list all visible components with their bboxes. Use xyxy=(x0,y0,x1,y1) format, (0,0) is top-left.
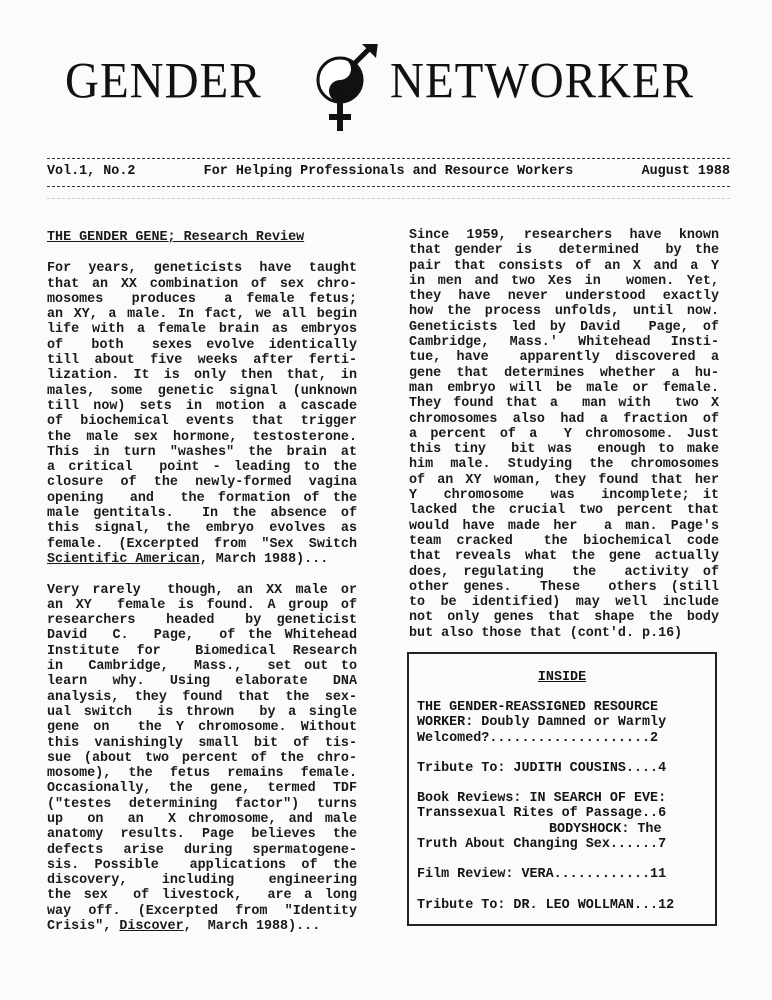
issue-tagline: For Helping Professionals and Resource Workers xyxy=(203,164,574,179)
text-line: learn why. Using elaborate DNA xyxy=(47,674,357,690)
toc-line: Film Review: VERA............11 xyxy=(417,867,667,883)
text-line: For years, geneticists have taught xyxy=(47,261,357,277)
source-prefix: Crisis", xyxy=(47,919,120,935)
article-source-2 xyxy=(47,919,357,934)
text-line: to be identified) may well include xyxy=(409,595,719,611)
article-source-1 xyxy=(47,552,357,567)
text-line: Y chromosome was incomplete; it xyxy=(409,488,719,504)
text-line: mosome), the fetus remains female. xyxy=(47,766,357,782)
text-line: researchers headed by geneticist xyxy=(47,613,357,629)
text-line: This in turn "washes" the brain at xyxy=(47,444,357,460)
text-line: till now) sets in motion a cascade xyxy=(47,398,357,414)
source-publication: Scientific American xyxy=(47,551,200,567)
text-line: a percent of a Y chromosome. Just xyxy=(409,426,719,442)
text-line: males, some genetic signal (unknown xyxy=(47,383,357,399)
left-column xyxy=(47,230,357,934)
toc-line: Welcomed?....................2 xyxy=(417,730,659,746)
text-line: this tiny bit was enough to make xyxy=(409,442,719,458)
toc-line: THE GENDER-REASSIGNED RESOURCE xyxy=(417,700,659,715)
issue-line xyxy=(47,164,730,179)
text-line: sis. Possible applications of the xyxy=(47,857,357,873)
text-line: gene that determines whether a hu- xyxy=(409,365,719,381)
text-line: sue (about two percent of the chro- xyxy=(47,750,357,766)
text-line: Cambridge, Mass.' Whitehead Insti- xyxy=(409,335,719,351)
text-line: that an XX combination of sex chro- xyxy=(47,276,357,292)
article-paragraph-1 xyxy=(47,261,357,552)
text-line: in men and two Xes in women. Yet, xyxy=(409,273,719,289)
text-line: not only genes that shape the body xyxy=(409,610,719,626)
text-line: a critical point - leading to the xyxy=(47,460,357,476)
text-line: how the process unfolds, until now. xyxy=(409,304,719,320)
text-line: lacked the crucial two percent that xyxy=(409,503,719,519)
text-line: they have never understood exactly xyxy=(409,289,719,305)
text-line: chromosomes also had a fraction of xyxy=(409,411,719,427)
text-line: him male. Studying the chromosomes xyxy=(409,457,719,473)
text-line: lization. It is only then that, in xyxy=(47,368,357,384)
article-heading: THE GENDER GENE; Research Review xyxy=(47,230,305,245)
text-line: but also those that (cont'd. p.16) xyxy=(409,625,683,641)
toc-line: BODYSHOCK: The xyxy=(549,821,662,837)
toc-line: Transsexual Rites of Passage..6 xyxy=(417,806,667,822)
text-line: gene on the Y chromosome. Without xyxy=(47,720,357,736)
issue-volume: Vol.1, No.2 xyxy=(47,164,136,179)
text-line: discovery, including engineering xyxy=(47,873,357,889)
divider-bottom xyxy=(47,186,730,187)
toc-line: Tribute To: DR. LEO WOLLMAN...12 xyxy=(417,897,675,913)
text-line: other genes. These others (still xyxy=(409,579,719,595)
text-line: male gentitals. In the absence of xyxy=(47,506,357,522)
text-line: anatomy results. Page believes the xyxy=(47,827,357,843)
toc-entry[interactable] xyxy=(417,791,707,852)
masthead-title-right: NETWORKER xyxy=(390,53,695,110)
text-line: ("testes determining factor") turns xyxy=(47,796,357,812)
text-line: an XY, a male. In fact, we all begin xyxy=(47,307,357,323)
text-line: an XY female is found. A group of xyxy=(47,597,357,613)
right-column xyxy=(409,228,719,641)
text-line: pair that consists of an X and a Y xyxy=(409,258,719,274)
text-line: till about five weeks after ferti- xyxy=(47,353,357,369)
text-line: ual switch is thrown by a single xyxy=(47,704,357,720)
text-line: life with a female brain as embryos xyxy=(47,322,357,338)
text-line: Geneticists led by David Page, of xyxy=(409,319,719,335)
article-paragraph-3 xyxy=(409,228,719,641)
source-rest: , March 1988)... xyxy=(183,919,321,935)
text-line: in Cambridge, Mass., set out to xyxy=(47,659,357,675)
text-line: up on an X chromosome, and male xyxy=(47,811,357,827)
toc-entry[interactable] xyxy=(417,867,707,882)
text-line: David C. Page, of the Whitehead xyxy=(47,628,357,644)
toc-line: WORKER: Doubly Damned or Warmly xyxy=(417,715,667,731)
toc-entry[interactable] xyxy=(417,898,707,913)
text-line: this vanishingly small bit of tis- xyxy=(47,735,357,751)
text-line: Very rarely though, an XX male or xyxy=(47,582,357,598)
divider-faint xyxy=(47,198,730,199)
text-line: Since 1959, researchers have known xyxy=(409,228,719,243)
text-line: of an XY woman, they found that her xyxy=(409,472,719,488)
inside-contents-box xyxy=(407,652,717,926)
masthead-title-left: GENDER xyxy=(65,53,262,110)
source-publication: Discover xyxy=(119,919,184,935)
text-line: the sex of livestock, are a long xyxy=(47,888,357,904)
text-line: Occasionally, the gene, termed TDF xyxy=(47,781,357,797)
issue-date: August 1988 xyxy=(641,164,730,179)
text-line: that gender is determined by the xyxy=(409,243,719,259)
toc-line: Book Reviews: IN SEARCH OF EVE: xyxy=(417,791,667,807)
text-line: tue, have apparently discovered a xyxy=(409,350,719,366)
text-line: They found that a man with two X xyxy=(409,396,719,412)
yin-yang-gender-symbol-icon xyxy=(310,44,380,144)
text-line: does, regulating the activity of xyxy=(409,564,719,580)
text-line: way off. (Excerpted from "Identity xyxy=(47,903,357,919)
toc-entry[interactable] xyxy=(417,761,707,776)
text-line: closure of the newly-formed vagina xyxy=(47,475,357,491)
text-line: would have made her a man. Page's xyxy=(409,518,719,534)
source-rest: , March 1988)... xyxy=(199,551,329,567)
text-line: opening and the formation of the xyxy=(47,490,357,506)
text-line: defects arise during spermatogene- xyxy=(47,842,357,858)
text-line: team cracked the biochemical code xyxy=(409,533,719,549)
article-paragraph-2 xyxy=(47,583,357,920)
text-line: that reveals what the gene actually xyxy=(409,549,719,565)
text-line: analysis, they found that the sex- xyxy=(47,689,357,705)
divider-top xyxy=(47,158,730,159)
table-of-contents xyxy=(417,700,707,928)
text-line: this signal, the embryo evolves as xyxy=(47,521,357,537)
text-line: man embryo will be male or female. xyxy=(409,380,719,396)
masthead xyxy=(0,52,772,152)
toc-line: Truth About Changing Sex......7 xyxy=(417,837,667,853)
text-line: Institute for Biomedical Research xyxy=(47,643,357,659)
text-line: mosomes produces a female fetus; xyxy=(47,291,357,307)
toc-line: Tribute To: JUDITH COUSINS....4 xyxy=(417,760,667,776)
text-line: of both sexes evolve identically xyxy=(47,337,357,353)
text-line: the male sex hormone, testosterone. xyxy=(47,429,357,445)
text-line: of biochemical events that trigger xyxy=(47,414,357,430)
text-line: female. (Excerpted from "Sex Switch xyxy=(47,536,357,552)
inside-title: INSIDE xyxy=(537,670,587,685)
toc-entry[interactable] xyxy=(417,700,707,746)
